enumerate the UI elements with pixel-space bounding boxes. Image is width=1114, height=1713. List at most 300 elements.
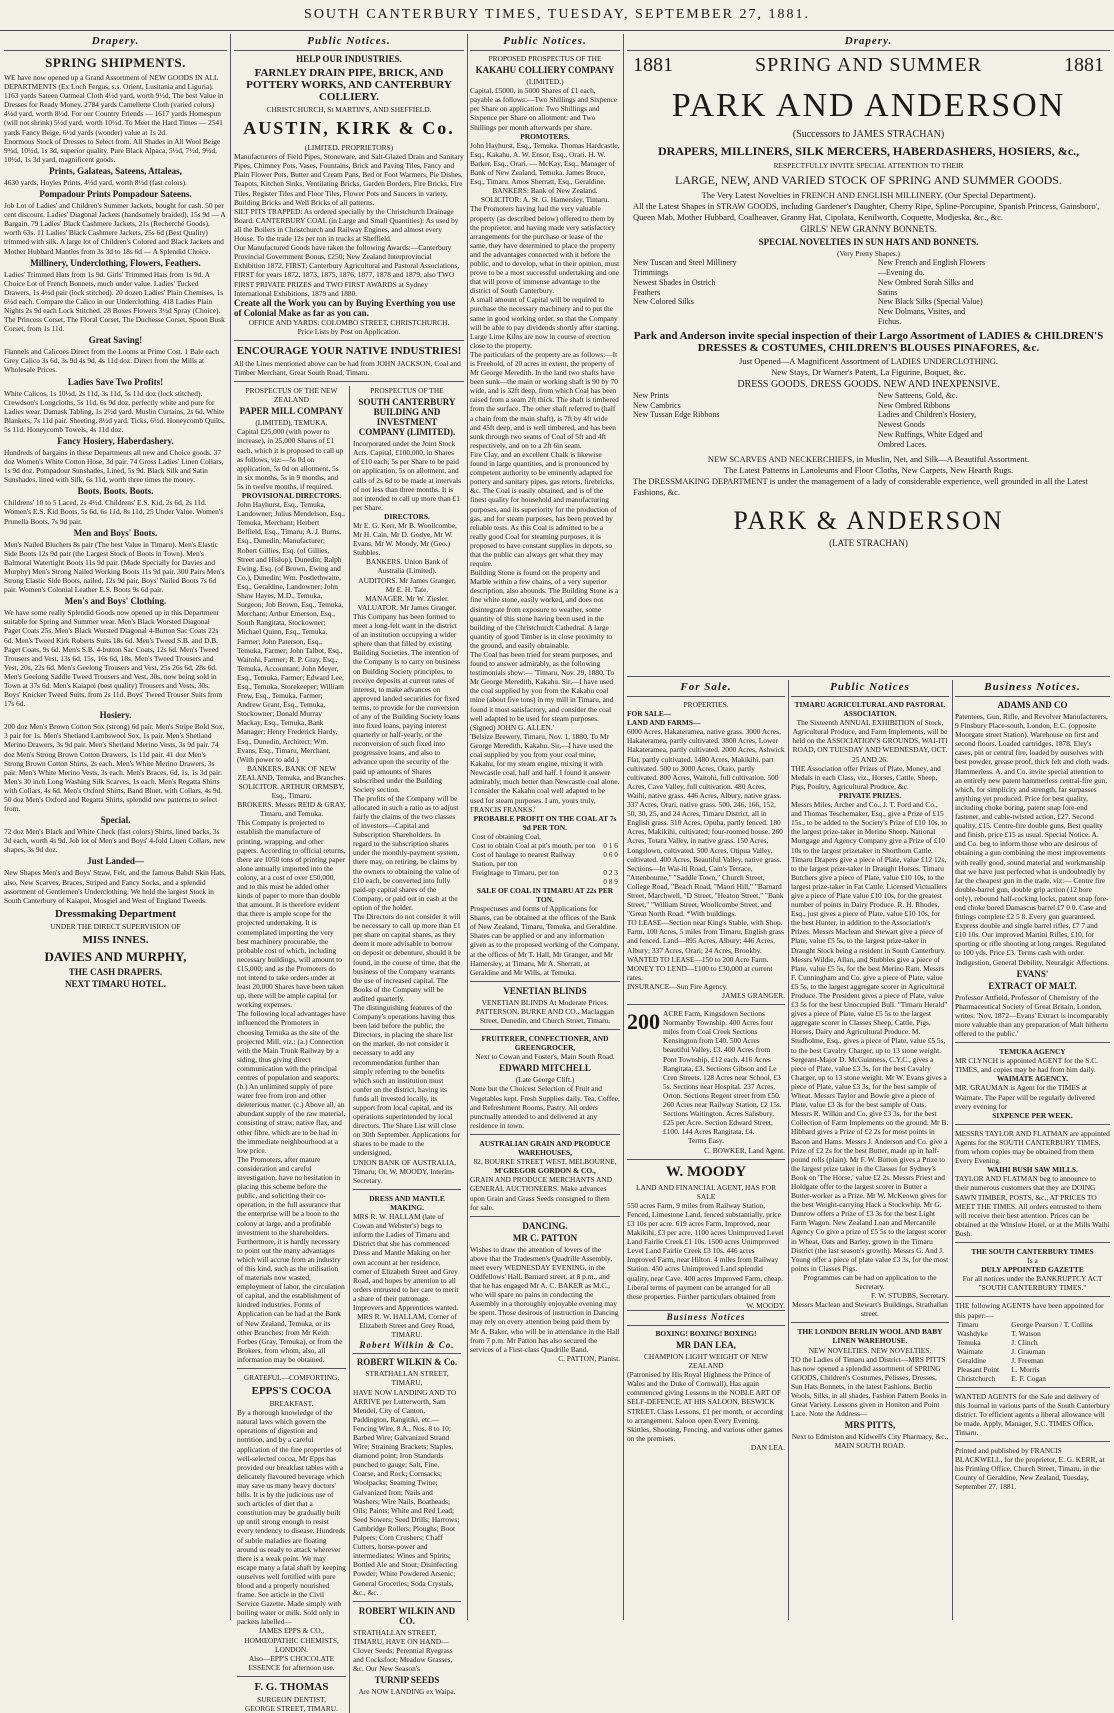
ad-firm: THE CASH DRAPERS.: [68, 966, 163, 977]
novelty-list-left: [633, 258, 859, 327]
novelty-list: [627, 258, 1110, 327]
list-item: Ladies and Children's Hosiery, Newest Goods: [877, 410, 977, 430]
rule: [955, 1441, 1110, 1442]
ad-text: Job Lot of Ladies' and Children's Summer Jackets, bought for cash. 50 per cent discount. Ladies' Diagonal Jackets (handsomely braided), 15s 9d — A Bargain. 79 Ladies' Black Cashmere Jackets, 21s (Recherché Goods), worth 63s. 11 Ladies' Black Cashmere Jackets, 25s 6d (Best Quality) trimmed with silk. A large lot of Children's Colored and Black Jackets and Mother Hubbard Mantles from 3s 3d to 18s 6d — A Splendid Choice.: [4, 201, 226, 256]
column-agricultural-show: [791, 680, 949, 1620]
ad-text: Prospectuses and forms of Applications for Shares, can be obtained at the offices of the Bank of New Zealand, Timaru, Temuka, and Geraldine. Shares can be applied or and any information given as to the proposed working of the Company, at the offices of Mr T. Hall, Mr Granger, and Mr Hamersley, at Timaru, Mr A. Sherratt, at Geraldine and Mr Wills, at Temuka.: [470, 904, 620, 977]
ad-text: JAMES EPPS & CO., HOMŒOPATHIC CHEMISTS, LONDON.: [244, 1626, 339, 1654]
ad-text: The distinguishing features of the Company's operations having thus been laid before the public, the Directors, in placing the share list on the market, do not consider it necessary to add any recommendation further than simply referring to the benefits which such an institution must confer on the district, having its funds all invested locally, its support from local capital, and its operations superintended by local directors. The Share List will close on 30th September. Applications for shares to be made to the undersigned,: [353, 1002, 460, 1158]
ad-text: RESPECTFULLY INVITE SPECIAL ATTENTION TO THEIR: [773, 161, 964, 170]
ad-text: PATTERSON, BURKE AND CO., Maclaggan Street, Dunedin, and Church Street, Timaru.: [476, 1006, 614, 1025]
rule: [955, 1124, 1110, 1125]
ad-heading: LAND AND FARMS—: [627, 718, 701, 728]
ad-subheading: Men's and Boys' Clothing.: [64, 596, 167, 607]
ad-text: Building Stone is found on the property and Marble within a few chains, of a very superior description, also abounds. The Building Stone is a fine white stone, easily worked, and does not disintegrate from exposure to weather, some quantity of this stone having been used in the building of the Christchurch Cathedral. A large quantity of good Timber is in close proximity to the ground, and easily obtainable.: [470, 568, 619, 650]
table-cell: Washdyke: [957, 1328, 988, 1338]
ad-text: TO the Ladies of Timaru and District—MRS PITTS has now opened a splendid assortment of SPRING GOODS, Children's Costumes, Pelisses, Dresses, Sun Hats Bonnets, in the latest Fashions. Berlin Wools, Silks, in all shades, Fashion Pattern Books in Great Variety. Lessons given in Honiton and Point Lace. Note the Address—: [791, 1354, 947, 1419]
table-cell: 0 6 0: [603, 849, 618, 859]
ad-text: JAMES GRANGER.: [722, 991, 785, 1000]
ad-text: BROKERS. Messrs REID & GRAY, Timaru, and Temuka.: [237, 800, 346, 819]
ad-text: C. PATTON, Pianist.: [558, 1353, 620, 1363]
ad-text: Men's Nailed Bluchers 8s pair (The best Value in Timaru). Men's Elastic Side Boots 12s 9d pair (the Largest Stock of Boots in Town). Men's Balmoral Watertight Boots 11s 9d pair. (Made Specially for Davies and Murphy) Men's Strong Nailed Working Boots 11s 9d pair. 300 Pairs Men's Strong Elastic Side Boots, nailed, 12s 9d pair. Boys' Nailed Boots 7s 6d pair. Women's Colonial Leather E.S. Boots 9s 6d pair.: [4, 539, 225, 595]
ad-text: SOLICITOR. ARTHUR ORMSBY, Esq., Timaru.: [238, 782, 345, 801]
ad-text: THE following AGENTS have been appointed for this paper:—: [955, 1301, 1104, 1320]
dress-goods-list: [627, 391, 1110, 450]
ad-text: Create all the Work you can by Buying Everthing you use of Colonial Make as far as you can.: [234, 297, 456, 318]
column-public-notices-1: [234, 34, 464, 1713]
ad-subheading: PROVISIONAL DIRECTORS.: [241, 491, 342, 500]
ad-heading: DRESS AND MANTLE MAKING.: [369, 1193, 445, 1212]
ad-text: John Hayhurst, Esq., Temuka, Landowner; Julius Mendelson, Esq., Temuka, Merchant; Herbert Belfield, Esq., Timaru; A. J. Burns, Esq., Dunedin, Manufacturer; Robert Gillies, Esq. (of Gillies, Street and Hislop), Dunedin; Ralph Ewing, Esq. (of Brown, Ewing and Co.), Dunedin; Wm. Postlethwaite, Esq., Geraldine, Landowner; John Shaw Hayes, M.D., Temuka, Surgeon; Job Brown, Esq., Temuka, Merchant; Arthur Emerson, Esq., South Rangitata, Stockowner; Michael Quinn, Esq., Temuka, Farmer; John Paterson, Esq., Temuka, Farmer; John Talbot, Esq., Waitohi, Farmer; R. P. Gray, Esq., Temuka, Accountant; John Meyer, Esq., Temuka, Farmer; Edward Lee, Esq., Temuka, Storekeeper; William Frew, Esq., Temuka, Farmer; Andrew Grant, Esq., Temuka, Stockowner; Donald Murray Mackay, Esq., Temuka, Bank Manager; Henry Frederick Hardy, Esq., Dunedin, Architect; Wm. Evans, Esq., Timaru, Merchant. (With power to add.): [237, 500, 345, 764]
table-cell: L. Morris: [1011, 1364, 1040, 1374]
ad-text: W. MOODY.: [746, 1300, 785, 1310]
ad-text: This Company has been formed to meet a long-felt want in the district of an institution occupying a wider sphere than that filled by existing Building Societies. The intention of the Company is to carry on business on Building Society principles, to receive deposits at current rates of interest, to make advances on approved landed securities for fixed terms, to provide for the conversion of any of the Building Society loans into fixed loans, paying interest quarterly or half-yearly, or the reconversion of such fixed into progressive loans, and also to advance upon the security of the paid up amounts of Shares subscribed under the Building Society section.: [353, 611, 461, 794]
ad-text: 72 doz Men's Black and White Check (fast colors) Shirts, lined backs, 3s 3d each, worth 4s 9d. Job lot of Men's and Boys' 4-fold Linen Collars, new shapes, 3s 9d doz.: [4, 827, 226, 855]
ad-text: Manufacturers of Field Pipes, Stoneware, and Salt-Glazed Drain and Sanitary Pipes, Chimney Pots, Vases, Fountains, Brick and Paving Tiles, Fancy and Plain Flower Pots, Butter and Cream Pans, Bed or Foot Warmers, Pie Dishes, Teapots, Kitchen Sinks, Ventilating Bricks, Garden Borders, Fire Bricks, Fire Tiles, Register Tiles and Floor Tiles, Flower Pots and Saucers in variety, Building Bricks and Well Bricks of all patterns.: [234, 152, 464, 207]
rule: [627, 1004, 785, 1005]
table-cell: J. Freeman: [1011, 1355, 1044, 1365]
ad-text: UNDER THE DIRECT SUPERVISION OF: [50, 921, 181, 931]
ad-text: Sections—In Wai-iti Road, Cain's Terrace, "Attenbourne," "Saddle Town," Church Street, College Road, "Beach Road, "Maori Hill," "Barnard Street, Marchwell, "D Street, "Heaton Street," "Bank Street," "William Street, Woollcombe Street, and "Great North Road. *With buildings.: [627, 863, 784, 919]
ad-text: PROSPECTUS OF THE: [370, 386, 444, 396]
ad-text: DAN LEA.: [750, 1442, 785, 1452]
ad-text: SURGEON DENTIST,: [257, 1694, 326, 1704]
table-cell: [470, 877, 601, 886]
ad-title: SOUTH CANTERBURY BUILDING AND INVESTMENT COMPANY (LIMITED).: [358, 397, 456, 438]
ad-subheading: Just Landed—: [87, 856, 144, 867]
novelty-list-right: [878, 258, 1104, 327]
table-row: [470, 832, 620, 841]
column-rule: [623, 34, 624, 1620]
ad-text: 1163 yards Sateen Oatmeal Cloth 4½d yard, worth 9½d. The best Value in Dresses for Ready Money. 2784 yards Camellette Cloth (varied colors) 4½d yard, worth 8½d. For our Country Friends — 1617 yards Homespun (will not shrink) 5½d yard, worth 10½d. To Meet the Hard Times — 2541 yards Fancy Beige, 6½d yards (wonder) value at 1s 2d.: [4, 91, 224, 137]
ad-firm: NEXT TIMARU HOTEL.: [65, 978, 166, 989]
table-row: [470, 841, 620, 850]
ad-heading: FOR SALE—: [627, 709, 672, 719]
ad-text: Incorporated under the Joint Stock Acts. Capital, £100,000, in Shares of £10 each; 5s per Share to be paid on application, 5s on allotment, and calls of 2s 6d to be made at intervals of not less than three months. It is not intended to call up more than £1 per Share.: [353, 439, 461, 512]
masthead: SOUTH CANTERBURY TIMES, TUESDAY, SEPTEMBER 27, 1881.: [0, 0, 1114, 31]
ad-text: UNION BANK OF AUSTRALIA, Timaru; Or, W. MOODY, Interim-Secretary.: [353, 1157, 457, 1185]
ad-subheading: Special.: [100, 815, 131, 826]
table-cell: Cost of obtaining Coal,: [472, 831, 541, 841]
imprint: Printed and published by FRANCIS BLACKWELL, for the proprietor, E. G. KERR, at his Printing Office, Church Street, Timaru, in the County of Geraldine, New Zealand, Tuesday, September 27, 1881.: [955, 1446, 1105, 1492]
ad-text: (Very Pretty Shapes.): [836, 249, 900, 259]
ad-text: The particulars of the property are as follows:—It is Freehold, of 20 acres in extent, the property of Mr George Meredith. In the land two shafts have been sunk—the main or working shaft is 90 by 70 wide, and is 32ft deep, from which Coal has been raised from a seam 2ft thick. The shaft is timbered from the surface. The other shaft referred to (half a chain from the main shaft), is 7ft by 4ft wide and 45ft deep, and is well timbered, and has been sunk through two seams of Coal of 5ft and 4ft respectively, and on to a 2ft 6in seam.: [470, 349, 619, 450]
ad-title: MRS PITTS,: [844, 1420, 896, 1431]
ad-text: BANKERS: Bank of New Zealand.: [492, 186, 598, 196]
list-item: New Ombred Ribbons: [877, 400, 950, 410]
column-public-notices-2: [470, 34, 620, 1620]
ad-text: The profits of the Company will be allocated in such a ratio as to adjust fairly the claims of the two classes of investors—Capital and Subscription Shareholders. In regard to the subscription shares under the monthly-payment system, there may, on retiring, be claims by the owners to obtaining the value of £10 each, be converted into fully paid-up capital shares of the Company, or paid out in cash at the option of the holder.: [353, 793, 460, 912]
section-header: Business Notices.: [955, 680, 1110, 697]
ad-text: GRAIN AND PRODUCE MERCHANTS AND GENERAL AUCTIONEERS. Make advances upon Grain and Grass Seeds consigned to them for sale.: [470, 1175, 613, 1212]
ad-heading: HELP OUR INDUSTRIES.: [296, 54, 402, 64]
ad-text: Are NOW LANDING ex Waipa.: [358, 1687, 456, 1697]
ad-title: VENETIAN BLINDS: [503, 985, 587, 996]
rule: [470, 1216, 620, 1217]
ad-text: WE have now opened up a Grand Assortment of NEW GOODS IN ALL DEPARTMENTS (Ex Loch Fergus, s.s. Orient, Lusitania and Liguria).: [4, 73, 219, 92]
ad-title: EPPS'S COCOA: [251, 1385, 332, 1398]
list-item: New Dolmans, Visites, and Fichus.: [877, 307, 966, 326]
ad-text: GIRLS' NEW GRANNY BONNETS.: [800, 224, 937, 235]
ad-title: F. G. THOMAS: [254, 1680, 329, 1693]
table-cell: 0 1 6: [603, 840, 618, 850]
ad-text: MONEY TO LEND—£100 to £30,000 at current rates.: [627, 963, 773, 982]
table-cell: Freightage to Timaru, per ton: [472, 867, 559, 877]
table-cell: 0 8 9: [603, 876, 618, 886]
rule: [234, 340, 464, 341]
ad-subheading: Dressmaking Department: [54, 907, 177, 920]
ad-text: MR. GRAUMAN is Agent for the TIMES at Waimate. The Paper will be regularly delivered every evening for: [955, 1083, 1095, 1111]
ad-text: PROPOSED PROSPECTUS OF THE: [488, 54, 602, 63]
column-rule: [788, 680, 789, 1620]
rule: [470, 1029, 620, 1030]
table-cell: J. Clinch: [1011, 1337, 1038, 1347]
ad-text: AUDITORS. Mr James Granger, Mr E. H. Tate.: [358, 575, 456, 594]
ad-text: PROSPECTUS OF THE NEW ZEALAND: [245, 386, 338, 405]
column-rule: [467, 34, 468, 1620]
ad-text: Messrs Miles, Archer and Co., J. T. Ford and Co., and Thomas Teschemaker, Esq., give a Prize of £15 15s., to be added to the Society's Prize of £10 10s, to the largest prize-taker in Merino Sheep. National Mortgage and Agency Company give a Prize of £10 10s to the largest prizetaker in Shorthorn Cattle. Timaru Drapers give a piece of Plate, value £12 12s, to the largest prize-taker in Draught Horses. Timaru Butchers give a piece of Plate, value £10 10s, to the largest prize-taker in Fat Cattle. Licensed Victuallers give a piece of Plate value £10 10s, for the greatest number of points in Dairy Produce. R. H. Rhodes, Esq., just gives a piece of Plate, value £10 10s, for the best Hunter, in addition to the Association's Prizes. Messrs Maclean and Stewart give a piece of Plate, value £5 5s, to the largest prize-taker in Draught Stock being a resident in South Canterbury. Messrs Wildie, Allan, and Stubbles give a piece of Plate, value £5 5s, for the best Merino Ram. Messrs F. Cunningham and Co. give a piece of Plate, value £5 5s, to the largest aggregate scorer in Agricultural Produce. The President gives a piece of Plate, value £3 5s for the best Unoccupied Bull. "Timaru Herald" gives a piece of Plate, value £5 5s to the largest aggregate scorer in Classes Sheep, Cattle, Pigs, Horses, Dairy and Agricultural Produce. M. Studholme, Esq., gives a piece of Plate, value £5 5s, to the best Cavalry Charger, up to 13 stone weight. Sergeant-Major D. McGuinness, C.Y.C., gives a piece of Plate, value £3 3s, for the best Cavalry Charger, up to 13 stone weight. Mr W. Evans gives a piece of Plate, value £3 3s, for the best sample of Wheat. Messrs Taylor and Bowie give a piece of Plate, value £3 3s for the best sample of Oats.: [791, 800, 948, 1110]
ad-text: MRS R. W. HALLAM (late of Cowan and Webster's) begs to inform the Ladies of Timaru and District that she has commenced Dress and Mantle Making on her own account at her residence, corner of Elizabeth Street and Grey Road, and hopes by attention to all orders entrusted to her care to merit a share of their patronage. Improvers and Apprentices wanted.: [353, 1212, 459, 1312]
ad-text: SOLICITOR: A. St. G. Hamersley, Timaru.: [480, 195, 610, 205]
ad-text: Indigestion, General Debility, Neuralgic Affections.: [955, 957, 1110, 967]
ad-text: Capital, £5000, in 5000 Shares of £1 each, payable as follows:—Two Shillings and Sixpence per Share on application: Two Shillings and Sixpence per Share on allotment: and Two Shillings per month afterwards per share.: [470, 86, 618, 132]
ad-heading: DANCING.: [522, 1220, 568, 1231]
list-item: New Prints: [633, 390, 669, 400]
ad-subheading: SALE OF COAL IN TIMARU AT 22s PER TON.: [476, 885, 614, 904]
ad-heading: THE SOUTH CANTERBURY TIMES: [971, 1246, 1094, 1256]
ad-heading: DRAPERS, MILLINERS, SILK MERCERS, HABERDASHERS, HOSIERS, &c.,: [657, 144, 1080, 158]
ad-subheading: Men and Boys' Boots.: [73, 527, 158, 538]
ad-heading: TEMUKA AGENCY: [999, 1047, 1066, 1057]
ad-text: ACRE Farm, Kingsdown Sections Normanby Township. 400 Acres four miles from Coal Creek Sections Kensington from £40. 500 Acres beautiful Valley, £3. 400 Acres from Pont Township, £12 each. 416 Acres Rangitata, £3. Sections Gibson and Le Cren Streets. 128 Acres near School, £3 5s. Sections near Hospital. 237 Acres, Orton. Sections Regent street from £50. 260 Acres near Railway Station, £2 15s. Sections Waitington. Acres Salisbury, £25 per Acre. Section Edward Street, £100. 144 Acres Rangitata, £4.: [663, 1009, 782, 1137]
table-cell: Pleasant Point: [957, 1364, 1000, 1374]
ad-text: NEW SCARVES AND NECKERCHIEFS, in Muslin, Net, and Silk—A Beautiful Assortment.: [707, 453, 1030, 464]
ad-text: (Late George Clift.): [515, 1075, 575, 1085]
rule: [627, 676, 1110, 677]
ad-subheading: Ladies Save Two Profits!: [67, 376, 164, 387]
spring-summer-title: SPRING AND SUMMER: [754, 54, 983, 76]
ad-text: Ladies' Trimmed Hats from 1s 9d. Girls' Trimmed Hats from 1s 9d. A Choice Lot of French Bonnets, much under value. Ladies' Tucked Drawers, 1s 4½d pair (lock stitched). 20 dozen Ladies' Plain Chemises, 1s 6½d each. Compare the Calico in our Underclothing. 418 Ladies Plain Nights 2s 9d each Lock Stitched. 28 Boxes Flowers 3½d Spray (Choice). The Princess Corset, The Floral Corset, The Duchesse Corset, Spoon Busk Corset, from 1s 11d.: [4, 269, 225, 334]
ad-text: WANTED AGENTS for the Sale and delivery of this Journal in various parts of the South Canterbury district. To efficient agents a liberal allowance will be made. Apply, Manager, S.C. TIMES Office, Timaru.: [955, 1391, 1110, 1437]
ad-text: MESSRS TAYLOR AND FLATMAN are appointed Agents for the SOUTH CANTERBURY TIMES, from whom copies may be obtained from them Every Evening.: [955, 1128, 1110, 1166]
ad-text: Liberal terms of payment can be arranged for all these properties. Further particulars obtained from: [627, 1282, 776, 1301]
section-header: For Sale.: [627, 680, 785, 697]
ad-text: Childrens' 10 to 5 Laced, 2s 4½d. Childrens' E.S. Kid, 2s 6d, 2s 11d. Women's E.S. Kid Boots, 5s 6d, 6s 11d, 8s 11d, 25 Under Value. Women's Prunella Boots, 7s 9d pair.: [4, 498, 224, 526]
ad-text: MR CLYNCH is appointed AGENT for the S.C. TIMES, and copies may be had from him daily.: [955, 1056, 1099, 1075]
ad-firm: AUSTIN, KIRK & Co.: [243, 118, 455, 139]
ad-text: VALUATOR. Mr James Granger.: [357, 602, 457, 612]
rule: [955, 1296, 1110, 1297]
table-cell: Cost of haulage to nearest Railway Station, per ton: [472, 849, 576, 868]
ad-subheading: Millinery, Underclothing, Flowers, Feathers.: [30, 257, 201, 268]
list-item: New French and English Flowers—Evening do.: [877, 258, 986, 277]
ad-text: Mr E. G. Kerr, Mr B. Woollcombe, Mr H. Cain, Mr D. Godye, Mr W. Evans, Mr W. Moody, Mr (Geo.) Stubbles.: [353, 521, 457, 558]
ad-text: BREAKFAST.: [269, 1399, 314, 1409]
ad-subheading: Hosiery.: [99, 710, 132, 721]
list-item: New Ombred Surah Silks and Satins: [877, 277, 974, 297]
ad-text: The Directors do not consider it will be necessary to call up more than £1 per share on capital shares, as they deem it more advisable to borrow on deposit or debenture, should it be found, in the course of time, that the business of the Company warrants the use of increased capital. The Books of the Company will be audited quarterly.: [353, 912, 461, 1003]
ad-text: (LIMITED. PROPRIETORS): [304, 143, 394, 153]
ad-text: STRATHALLAN STREET, TIMARU, HAVE ON HAND— Clover Seeds; Perennial Ryegrass and Cocksfoot; Meadow Grasses, &c. Our New Season's: [353, 1627, 453, 1674]
ad-subheading: SIXPENCE PER WEEK.: [992, 1110, 1073, 1120]
ad-heading: Park and Anderson invite special inspection of their Largo Assortment of LADIES & CHILDREN'S DRESSES & COSTUMES, CHILDREN'S BLOUSES PINAFORES, &c.: [633, 329, 1104, 354]
ad-text: The Latest Patterns in Lanoleums and Floor Cloths, New Carpets, New Hearth Rugs.: [723, 464, 1014, 475]
year-right: 1881: [1064, 54, 1104, 76]
ad-text: The Coal has been tried for steam purposes, and found to answer admirably, as the following testimonials show:— 'Timaru, Nov. 29, 1880. To Mr George Meredith, Kakahu. Sir,—I have used the coal supplied by you from the Kakahu coal mine (about five tons) in my mill in Timaru, and found it most satisfactory, and consider the coal well adapted to be used for steam purposes. (Signed) JOHN G. ALLEN.': [470, 650, 615, 732]
ad-text: MANAGER. Mr W. Ziesler.: [365, 593, 449, 603]
column-rule: [952, 680, 953, 1620]
rule: [791, 1322, 949, 1323]
ad-text: We have some really Splendid Goods now opened up in this Department suitable for Spring and Summer wear. Men's Black Worsted Diagonal Paget Coats 25s. Men's Black Worsted Diagonal 4-Button Sac Coats 22s 6d. Men's Tweed Kirk Roberts Suits 18s 6d. Men's Tweed S.B. and D.B. Paget Coats, 9s 6d. Men's S.B. 4-button Sac Coats, 12s 6d. Men's Tweed Trousers and Vest, 13s 6d, 15s, 16s 6d, 18s. Men's Tweed Trousers and Vest, 20s, 22s 6d. Men's Geelong Trousers and Vest, 25s 26s 6d, 28s 6d. Men's Geelong Saddle Tweed Trousers and Vest, 30s, now being sold in Town at 37s 6d. Men's Kaiapoi (best quality) Trousers and Vests, 30s. Boys' Knicker Tweed Suits, from 2s 11d. Boys' Tweed Trouser Suits from 17s 6d.: [4, 608, 223, 709]
table-row: [955, 1374, 1110, 1383]
ad-heading: WAIMATE AGENCY.: [996, 1074, 1069, 1084]
ad-text: 4630 yards, Hoyles Prints, 4½d yard, worth 8½d (fast colors).: [4, 177, 187, 187]
ad-heading: THE LONDON BERLIN WOOL AND BABY LINEN WAREHOUSE.: [797, 1327, 943, 1346]
ad-text: Also—EPP'S CHOCOLATE ESSENCE for afternoon use.: [248, 1653, 335, 1672]
ad-subheading: SPECIAL NOVELTIES IN SUN HATS AND BONNETS.: [758, 237, 979, 248]
rule: [955, 1387, 1110, 1388]
two-hundred-ad: [627, 1009, 785, 1136]
ad-title: ROBERT WILKIN & Co.: [356, 1357, 458, 1368]
table-row: [955, 1347, 1110, 1356]
ad-text: A small amount of Capital will be required to purchase the necessary machinery and to put the same in good working order, so that the Company will be able to pay dividends shortly after starting. Large Lime Kilns are now in course of erection close to the property.: [470, 295, 619, 350]
table-cell: 0 2 3: [603, 867, 618, 877]
rule: [627, 1159, 785, 1160]
ad-text: The DRESSMAKING DEPARTMENT is under the management of a lady of considerable experience, well grounded in all the Latest Fashions, &c.: [633, 475, 1088, 497]
ad-text: White Calicos, 1s 10½d, 2s 11d, 3s 11d, 5s 11d doz (lock stitched). Crewdson's Longcloths, 5s 11d, 6s 9d doz, perfectly white and pure for Ladies wear. Damask Tabling, 1s 2½d yard. Muslin Curtains, 2s 6d. White Blankets, 7s 11d pair. Sheeting, 8½d yard. Ticks, 6½d. Honeycomb Quilts, 5s 11d. Honeycomb Towels, 4s 11d doz.: [4, 388, 225, 434]
agents-table: [955, 1320, 1110, 1383]
firm-title: PARK AND ANDERSON: [671, 87, 1066, 124]
ad-text: VENETIAN BLINDS At Moderate Prices.: [481, 997, 609, 1007]
year-left: 1881: [633, 54, 673, 76]
ad-text: Fire Clay, and an excellent Chalk is likewise found in large quantities, and is pronounced by competent authority to be eminently adapted for pottery and sanitary pipes, gas retorts, firebricks, &c. The Coal is easily obtained, and is of the finest quality for household and manufacturing purposes, and its superiority for the production of gas, and for steam purposes, has been proved by reliable tests. As this Coal is admitted to be a really good Coal for steaming purposes, it is proposed to have constant supplies in depots, so that the public can always get what they may require.: [470, 449, 617, 569]
cost-table: [470, 832, 620, 886]
ad-text: SILT PITS TRAPPED: As ordered specially by the Christchurch Drainage Board. CANTERBURY COAL (in Large and Small Quantities): As used by all the Boilers in Christchurch and Railway Engines, and almost every House. To the trade 12s per ton in trucks at Sheffield.: [234, 206, 459, 244]
ad-text: Messrs Maclean and Stewart's Buildings, Strathallan street.: [792, 1300, 948, 1319]
ad-text: (LATE STRACHAN): [829, 537, 908, 548]
ad-text: This Company is projected to establish the manufacture of printing, wrapping, and other papers. According to official returns, there are 1050 tons of printing paper alone annually imported into the colony, at a cost of over £50,000, and to this must be added other kinds of paper to more than double that amount. It is therefore evident that there is ample scope for the projected undertaking. It is contemplated importing the very best machinery procurable, the probable cost of which, including necessary buildings, will amount to £15,000; and as the Promoters do not intend to take orders under at least 20,000 Shares have been taken up, there will be ample capital for working expenses.: [237, 818, 346, 1010]
ad-text: BANKERS. BANK OF NEW ZEALAND, Temuka, and Branches.: [237, 763, 346, 782]
ad-subheading: EVANS': [1016, 968, 1049, 979]
column-drapery-davies: [4, 34, 227, 1620]
column-for-sale: [627, 680, 785, 1620]
ad-text: All the Lines mentioned above can be had from JOHN JACKSON, Coal and Timber Merchant, Great South Road, Timaru.: [234, 358, 461, 377]
ad-title: MR DAN LEA,: [676, 1340, 736, 1350]
section-header: Robert Wilkin & Co.: [353, 1339, 461, 1354]
rule: [353, 1601, 461, 1602]
section-header: Drapery.: [627, 34, 1110, 51]
ad-subheading: Fancy Hosiery, Haberdashery.: [57, 436, 174, 446]
firm-title-bottom: PARK & ANDERSON: [733, 505, 1004, 535]
big-number: 200: [627, 1009, 660, 1035]
ad-subheading: PRIVATE PRIZES.: [838, 790, 902, 800]
ad-text: All the Latest Shapes in STRAW GOODS, including Gardener's Daughter, Cherry Ripe, Spline-Porcupine, Spanish Princess, Gainsboro', Queen Mab, Mother Hubbard, Coalheaver, Granny Hat, Cipolata, Kenilworth, Coquette, Modjeska, &c., &c.: [633, 201, 1100, 223]
table-cell: [601, 832, 620, 841]
ad-text: INSURANCE—Sun Fire Agency.: [627, 981, 728, 991]
park-anderson-ad: [627, 34, 1110, 674]
table-cell: Geraldine: [957, 1355, 987, 1365]
ad-text: WANTED TO LEASE—150 to 200 Acre Farm.: [627, 954, 769, 964]
ad-text: TO LEASE—Section near King's Stable, with Shop. Farm, 100 Acres, 5 miles from Timaru, English grass and fenced. Land—895 Acres, Albury; 446 Acres, Albury; 337 Acres, Orari; 24 Acres, Brookby.: [627, 918, 785, 955]
ad-subheading: Great Saving!: [88, 335, 143, 346]
table-cell: George Pearson / T. Collins: [1011, 1319, 1093, 1329]
ad-heading: LARGE, NEW, AND VARIED STOCK OF SPRING AND SUMMER GOODS.: [675, 173, 1062, 188]
ad-heading: WAIHI BUSH SAW MILLS.: [987, 1165, 1078, 1175]
ad-text: Messrs R. Wilkin and Co. give £3 3s, for the best Collection of Farm Implements on the ground. Mr B. Hibbard gives a Prize of £2 2s for most points in Bacon and Hams. Messrs J. Anderson and Co. give a Prize of £2 2s for the best Butter, made up in half-pound rolls (plain). Mr F. W. Button gives a Prize to the largest prize taker in the Classes for Sydney's Book on 'The Horse,' value £2 2s. Messrs Priest and Holdgate offer to the largest scorer in Butter a Butter-worker as a Prize. Mr W. McKeown gives for the best Weight-carrying Hack a Stockwhip. Mr G. Dunrow offers a Prize of £3 3s for the best Light Farm Wagon. New Zealand Loan and Mercantile Agency Co give a prize of £5 5s to the largest scorer in Wheat, Oats and Barley, grown in the Timaru District (the last season's growth). Messrs G. And J. Young offer a piece of plate value £3 3s, for the most points in Classes Pigs.: [791, 1109, 949, 1273]
ad-text: GEORGE STREET, TIMARU.: [245, 1704, 338, 1713]
ad-text: Hundreds of bargains in these Departments all new and Choice goods. 37 doz Women's White Cotton Hose, 3d pair. 74 Gross Ladies' Linen Collars, 1s 9d doz. Pompadour Sunshades, Lined, 5s 9d. Black Silk and Satin Sunshades, lined with Silk, 6s 11d, worth three times the money.: [4, 448, 224, 485]
table-row: [955, 1329, 1110, 1338]
ad-heading: TIMARU AGRICULTURAL AND PASTORAL ASSOCIATION.: [794, 700, 946, 719]
rule: [470, 981, 620, 982]
ad-title: SPRING SHIPMENTS.: [45, 55, 186, 70]
ad-text: CHAMPION LIGHT WEIGHT OF NEW ZEALAND: [644, 1352, 768, 1371]
ad-text: HAVE NOW LANDING AND TO ARRIVE per Lutterworth, Sam Mendel, City of Canton, Paddington, Rangitiki, etc.— Fencing Wire, 8 A., Nos. 8 to 10; Barbed Wire; Galvanized Strand Wire; Straining Brackets; Staples, diamond point; Iron Standards punched to gauge; Salt, Fine, Coarse, and Rock; Cornsacks; Woolpacks; Seaming Twine; Galvanized Iron; Nails and Washers; Wire Nails, Boatheads; Oils; Paints; White and Red Lead; Seed Sowers; Seed Drills; Harrows; Cambridge Rollers; Ploughs; Boot Pulpers; Corn Crushers; Chaff Cutters, horse-power and intermediates; Wines and Spirits; Bottled Ale and Stout; Disinfecting Powder; White Powdered Arsenic; General Groceries; Soda Crystals, &c., &c.: [353, 1387, 460, 1597]
ad-text: (Successors to JAMES STRACHAN): [792, 129, 945, 140]
ad-text: New Shapes Men's and Boys' Straw, Felt, and the famous Bahdt Skin Hats, also, New Scarves, Braces, Striped and Fancy Socks, and a splendid assortment of Gentlemen's Underclothing. We hold the largest Stock in South Canterbury of Kaiapoi, Mosgiel and West of England Tweeds.: [4, 868, 227, 905]
ad-title: W. MOODY: [665, 1163, 747, 1180]
ad-text: Next to Cowan and Foster's, Main South Road.: [475, 1052, 615, 1062]
list-item: New Colored Silks: [633, 297, 694, 307]
ad-title: ROBERT WILKIN AND CO.: [358, 1605, 456, 1626]
rule: [237, 1676, 346, 1677]
ad-text: The Promoters having had the very valuable property (as described below) offered to them by the proprietor, and having made very satisfactory arrangements for the purchase or lease of the same, they have determined to place the property and the advantages connected with it before the public, and to develop, what in their opinion, must prove to be a most successful undertaking and one that will prove of immense advantage to the district of South Canterbury.: [470, 204, 620, 296]
list-item: New Tuscan and Steel Millinery Trimmings: [633, 258, 737, 277]
ad-text: Terms Easy.: [688, 1136, 724, 1146]
table-row: [470, 868, 620, 877]
rule: [955, 1042, 1110, 1043]
ad-title: TURNIP SEEDS: [374, 1675, 440, 1686]
list-item: New Tussan Edge Ribbons: [633, 410, 720, 420]
two-column-block: [234, 386, 464, 1713]
ad-title: KAKAHU COLLIERY COMPANY: [475, 65, 615, 76]
column-rule: [230, 34, 231, 1620]
ad-text: NEW NOVELTIES. NEW NOVELTIES.: [808, 1345, 932, 1355]
ad-text: None but the Choicest Selection of Fruit and Vegetables kept. Fresh Supplies daily. Tea, Coffee, and Refreshment Rooms, Pastry. All orders punctually attended to and delivered at any residence in town.: [470, 1084, 620, 1130]
list-item: New Black Silks (Special Value): [877, 297, 983, 307]
dress-goods-right: [878, 391, 1104, 450]
ad-subheading: PROMOTERS.: [520, 131, 570, 141]
ad-text: (Patronised by His Royal Highness the Prince of Wales and the Duke of Cornwall), Has again commenced giving Lessons in the NOBLE ART OF SELF-DEFENCE, AT HIS SALOON, BESWICK STREET. Class Lessons, £1 per month, or according to arrangement. Saloon open Every Evening. Skittles, Shooting, Fencing, and various other games on the premises.: [627, 1370, 783, 1443]
ad-text: Next to Edmiston and Kidwell's City Pharmacy, &c., MAIN SOUTH ROAD.: [791, 1432, 949, 1451]
ad-subheading: Prints, Galateas, Sateens, Attaleas,: [49, 165, 182, 176]
ad-text: DRESS GOODS. DRESS GOODS. NEW AND INEXPENSIVE.: [737, 378, 1000, 390]
ad-text: 6000 Acres, Hakateramea, native grass. 3000 Acres, Hakateramea, partly cultivated. 3800 Acres, Lower Hakateramea, partly cultivated. 2000 Acres, Ashwick Flat, partly cultivated. 1480 Acres, Makikihi, part cultivated. 500 to 3000 Acres, Otaio, partly cultivated. 800 Acres, Waitohi, full cultivation. 500 Acres, Cave Valley, full cultivation. 480 Acres, Waihi, native grass. 446 Acres, Albury, native grass. 337 Acres, Orari, native grass. 500, 246, 166, 152, 50, 30, 25, and 24 Acres, Timaru District, all in English grass. 310 Acres, Opuha, partly fenced. 180 Acres, Makikihi, cultivated; four-roomed house. 260 Acres, Totara Valley, in native grass. 150 Acres, Longslown, cultivated. 500 Acres, Otipua Valley, cultivated. 400 Acres, Beautiful Valley, native grass.: [627, 727, 785, 864]
section-header: Public Notices.: [234, 34, 464, 51]
ad-text: "SOUTH CANTERBURY TIMES.": [978, 1283, 1087, 1293]
ad-text: MRS R. W. HALLAM, Corner of Elizabeth Street and Grey Road, TIMARU.: [357, 1312, 457, 1340]
ad-text: (LIMITED.): [526, 77, 564, 87]
table-row: [955, 1338, 1110, 1347]
ad-subheading: Boots. Boots. Boots.: [77, 486, 154, 497]
section-header: Business Notices: [627, 1310, 785, 1326]
ad-text: OFFICE AND YARDS: COLOMBO STREET, CHRISTCHURCH.: [248, 317, 450, 327]
ad-text: THE Association offer Prizes of Plate, Money, and Medals in each Class, viz., Horses, Cattle, Sheep, Pigs, Poultry, Agricultural Produce, &c.: [791, 763, 941, 791]
ad-text: GRATEFUL—COMFORTING.: [243, 1373, 340, 1382]
table-row: [955, 1320, 1110, 1329]
ad-title: ADAMS AND CO: [997, 700, 1068, 710]
list-item: New Cambrics: [633, 400, 681, 410]
ad-title: PAPER MILL COMPANY: [239, 406, 344, 417]
section-header: Drapery.: [4, 34, 227, 51]
ad-heading: DULY APPOINTED GAZETTE: [981, 1265, 1084, 1275]
sc-building-prospectus: [349, 386, 464, 1713]
ad-text: Enormous Stock of Dresses to Select from. All Shades in All Wool Beige 9¾d, 10½d, 1s 3d, superior quality. Pure Black Alpaca, 5½d, 7½d, 9½d, 10½d, 1s 3d yard, magnificent goods.: [4, 136, 221, 164]
table-row: [955, 1356, 1110, 1365]
list-item: Newest Shades in Ostrich Feathers: [633, 277, 716, 297]
dress-goods-left: [633, 391, 859, 450]
ad-text: STRATHALLAN STREET, TIMARU,: [365, 1369, 449, 1388]
ad-heading: FRUITERER, CONFECTIONER, AND GREENGROCER,: [481, 1034, 609, 1053]
ad-text: Programmes can be had on application to the Secretary.: [803, 1272, 937, 1291]
ad-firm: DAVIES AND MURPHY,: [44, 948, 187, 964]
section-header: Public Notices.: [470, 34, 620, 51]
ad-heading: AUSTRALIAN GRAIN AND PRODUCE WAREHOUSES,: [479, 1138, 611, 1158]
ad-text: LAND AND FINANCIAL AGENT, HAS FOR SALE: [635, 1182, 776, 1201]
rule: [237, 1368, 346, 1369]
ad-text: C. BOWKER, Land Agent.: [704, 1145, 785, 1155]
table-cell: J. Grauman: [1011, 1346, 1046, 1356]
ad-text: 82, BOURKE STREET WEST, MELBOURNE,: [473, 1157, 617, 1167]
season-banner: [627, 54, 1110, 77]
ad-text: By a thorough knowledge of the natural laws which govern the operations of digestion and nutrition, and by a careful application of the fine properties of well-selected cocoa, Mr Epps has provided our breakfast tables with a delicately flavoured beverage which may save us many heavy doctors' bills. It is by the judicious use of such articles of diet that a constitution may be gradually built up until strong enough to resist every tendency to disease. Hundreds of subtle maladies are floating around us ready to attack wherever there is a weak point. We may escape many a fatal shaft by keeping ourselves well fortified with pure blood and a properly nourished frame. See article in the Civil Service Gazette. Made simply with boiling water or milk. Sold only in packets labelled—: [237, 1408, 346, 1627]
ad-text: John Hayhurst, Esq., Temuka. Thomas Hardcastle, Esq., Kakahu. A. W. Ensor, Esq., Orari. H. W. Barker, Esq., Orari. — McKay, Esq., Manager of Bank of New Zealand, Temuka. James Bruce, Esq., Timaru. Amos Sherratt, Esq., Geraldine.: [470, 140, 620, 187]
ad-text: Patentees, Gun, Rifle, and Revolver Manufacturers, 9 Finsbury Place-south, London, E.C. (opposite Moorgate street Station). Warehouse on first and second floors. Loaded cartridges, 1878. Eley's cases, pin or central fire, loaded by ourselves with best powder, grease proof, thick felt and cloth wads. Hammerless. A. and Co. invite special attention to an entirely new patent hammerless central-fire gun, which, for simplicity and strength, far surpasses anything yet produced. Price for best quality, including choke boring, patent snap fore-end fastener, and cable-twisted action, £27. Second quality, £15. Centre-fire double guns, Best quality and finish, price £15 as usual. Special Notice. A. and Co. beg to inform those who are desirous of obtaining a gun combining the most improvements with really good, sound material and workmanship that we have just perfected what is undoubtedly by far the cheapest gun in the trade, viz:— Centre fire double-barrel gun, double grip action (12 bore only), rebound half-cocking locks, patent snap fore-end choke bored Damascus barrel £7 0 0. Case and fittings complete £2 5 8. Every gun guaranteed. Express double and single barrel rifles, £7 7 and £10 10s. Our improved Martini Rifles, £10, for sporting or rifle shooting at long ranges. Regulated to 100 yds. Price £3. Terms cash with order.: [955, 712, 1110, 958]
ad-text: TAYLOR AND FLATMAN beg to announce to their numerous customers that they are DOING SAWN TIMBER, POSTS, &c., AT PRICES TO MEET THE TIMES. All orders entrusted to them will receive their best attention. Prices can be obtained at the Winslow Hotel, or at the Mills Waihi Bush.: [955, 1174, 1110, 1238]
table-cell: E. F. Cogan: [1011, 1373, 1046, 1383]
ad-heading: BOXING! BOXING! BOXING!: [655, 1328, 757, 1338]
ad-text: CHRISTCHURCH, St MARTIN'S, AND SHEFFIELD.: [266, 105, 432, 114]
rule: [470, 1134, 620, 1135]
ad-text: Price Lists by Post on Application.: [297, 326, 401, 336]
ad-text: The Sixteenth ANNUAL EXHIBITION of Stock, Agricultural Produce, and Farm Implements, will be held on the ASSOCIATION'S GROUNDS, WAI-ITI ROAD, ON TUESDAY AND WEDNESDAY, OCT. 25 AND 26.: [792, 718, 948, 764]
ad-title: FARNLEY DRAIN PIPE, BRICK, AND POTTERY WORKS, AND CANTERBURY COLLIERY.: [246, 67, 452, 103]
table-cell: Waimate: [957, 1346, 984, 1356]
ad-subheading: PROBABLE PROFIT ON THE COAL AT 7s 9d PER TON.: [473, 813, 617, 832]
table-row: [470, 850, 620, 868]
ad-text: 550 acres Farm, 9 miles from Railway Station, Fenced, Limestone Land, fenced substantially, price £3 10s per acre. 619 acres Farm, Improved, near Makikihi, £3 per acre. 1100 acres Unimproved Level Land Fairlie Creek £1 10s. 1500 acres Unimproved Level Land Fairlie Creek £3 10s. 446 acres Improved Farm, near Hilton. 4 miles from Railway Station. 450 acres Unimproved Land splendid quality, near Cave. 400 acres Improved Farm, cheap.: [627, 1200, 784, 1283]
ad-text: F. W. STUBBS, Secretary.: [871, 1291, 949, 1301]
ad-name: MISS INNES.: [82, 933, 149, 946]
ad-text: Just Opened—A Magnificent Assortment of LADIES UNDERCLOTHING.: [739, 355, 998, 366]
ad-title: EXTRACT OF MALT.: [988, 980, 1077, 991]
table-cell: Temuka: [957, 1337, 981, 1347]
table-cell: T. Watson: [1011, 1328, 1041, 1338]
ad-text: Wishes to draw the attention of lovers of the above that the Tradesmen's Quadrille Assembly, meet every WEDNESDAY EVENING, in the Oddfellows' Hall, Barnard street, at 8 p.m., and that he has engaged Mr A. C. BAKER as M.C., who will spare no pains in conducting the Assembly in a thoroughly enjoyable evening may be spent. Those desirous of instruction in Dancing may rely on every attention being paid them by Mr A. Baker, who will be in attendance in the Hall from 7 p.m. Mr Patton has also secured the services of a First-class Quadrille Band.: [470, 1244, 620, 1354]
ad-text: New Stays, Dr Warner's Patent, La Figurine, Boquet, &c.: [771, 366, 966, 377]
paper-mill-prospectus: [234, 386, 349, 1713]
list-item: New Ruffings, White Edged and Ombred Laces.: [877, 429, 983, 449]
ad-title: M'GREGOR GORDON & CO.,: [494, 1166, 596, 1176]
rule: [353, 1189, 461, 1190]
ad-text: Professor Attfield, Professor of Chemistry of the Pharmaceutical Society of Great Britain, London, writes: 'Nov. 1872—Evans' Extract is incomparably more valuable than any preparation of Malt hitherto offered to the public.': [955, 992, 1109, 1038]
ad-title: ENCOURAGE YOUR NATIVE INDUSTRIES!: [236, 344, 462, 357]
ad-text: 'Belsize Brewery, Timaru, Nov. 1, 1880. To Mr George Meredith, Kakahu. Sir,—I have used the coal supplied by you from your coal mine, Kakahu, for my steam engine, mixing it with Newcastle coal, half and half. I found it answer admirably, much better than Newcastle coal alone. I consider the Kakahu coal well adapted to be used for steam purposes. I am, yours truly, FRANCIS FRANKS.': [470, 731, 620, 814]
ad-title: EDWARD MITCHELL: [499, 1063, 591, 1074]
ad-text: The Promoters, after mature consideration and careful investigation, have no hesitation in placing this scheme before the public, and soliciting their co-operation, in the full assurance that the enterprise will be a boon to the colony at large, and a profitable investment to the shareholders. Furthermore, it is hardly necessary to point out the many advantages which will accrue from an industry of this kind, such as the utilisation of materials now wasted, employment of labor, the circulation of capital, and the establishment of kindred industries. Forms of Application can be had at the Bank of New Zealand, Temuka, or its other Branches; from Mr Keith Forbes (Gray, Temuka), or from the Brokers, from whom, also, all information may be obtained.: [237, 1154, 345, 1364]
section-header: Public Notices: [791, 680, 949, 697]
ad-subheading: Pompadour Prints Pompadour Sateens.: [39, 189, 192, 200]
table-row: [470, 877, 620, 886]
ad-text: Our Manufactured Goods have taken the following Awards:—Canterbury Provincial Government Bonus, £250; New Zealand Interprovincial Exhibition 1872, FIRST; Canterbury Agricultural and Pastoral Associations, FIRST for years 1872, 1873, 1875, 1876, 1877, 1878 and 1879, also TWO FIRST PRIVATE PRIZES and TWO FIRST AWARDS at Sydney International Exhibitions, 1879 and 1880.: [234, 243, 460, 298]
table-cell: Timaru: [957, 1319, 979, 1329]
table-row: [955, 1365, 1110, 1374]
ad-text: Capital £25,000 (with power to increase), in 25,000 Shares of £1 each, which it is proposed to call up as follows, viz:—5s 0d on application, 5s 0d on allotment, 5s in six months, 5s in 9 months, and 5s in twelve months, if required.: [237, 427, 344, 491]
ad-text: The following local advantages have influenced the Promoters in choosing Temuka as the site of the projected Mill, viz.: (a.) Connection with the Main Trunk Railway by a siding, thus giving direct communication with the principal centres of population and seaports. (b.) An unlimited supply of pure water free from iron and other deleterious matter. (c.) Above all, an abundant supply of the raw material, consisting of straw, native flax, and other fibre, which are to be had in the immediate neighbourhood at a low price.: [237, 1009, 346, 1155]
table-cell: Cost to obtain Coal at pit's mouth, per ton: [472, 840, 596, 850]
ad-text: 200 doz Men's Brown Cotton Sox (strong) 6d pair. Men's Stripe Bold Sox, 3 pair for 1s. Men's Shetland Lambswool Sox, 1s pair. Men's Shetland Merino Drawers, 3s 9d pair. Men's Shetland Merino Vests, 3s 9d pair. 74 doz Men's Strong Brown Cotton Drawers, 1s 11d pair. 41 doz Men's Strong Brown Cotton Shirts, 2s each. Men's White Merino Drawers, 3s pair. Men's White Merino Vests, 3s each. Men's Braces, 6d, 1s, 1s 3d pair. Men's 30 inch Long Washing Silk Scarves, 1s each. Men's Regatta Shirts with Collars, 4s 6d. Men's Oxford Shirts, Band Bluet, with Collars, 4s 9d. 50 doz Men's Oxford and Regatta Shirts, splendid new patterns to select from.: [4, 722, 225, 814]
ad-text: BANKERS. Union Bank of Australia (Limited).: [365, 557, 449, 576]
